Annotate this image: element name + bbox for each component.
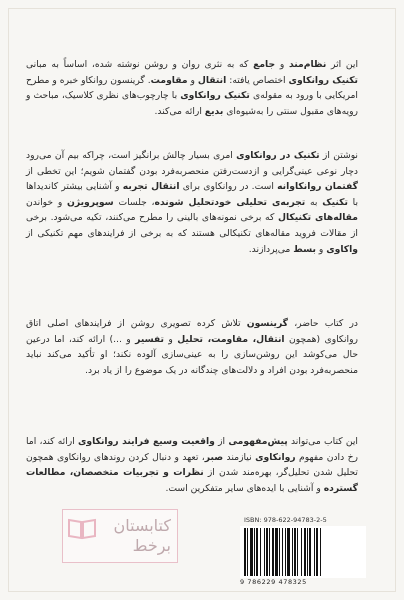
text-run: است. در روانکاوی برای — [179, 181, 278, 193]
text-run: ، جلسات — [113, 196, 155, 208]
text-run: و خواندن — [26, 196, 68, 208]
bold-phrase: انتقال — [197, 74, 227, 86]
text-run: این کتاب می‌تواند — [287, 436, 358, 447]
bold-phrase: بسط — [293, 243, 316, 255]
bold-phrase: واقعیت وسیع فرایند روانکاوی — [78, 436, 215, 447]
bold-phrase: تکنیک — [322, 196, 348, 208]
bold-phrase: انتقال، مقاومت، تحلیل — [177, 333, 285, 345]
text-run: این اثر — [326, 59, 359, 70]
text-run: ارائه می‌کند. — [154, 105, 205, 117]
bold-phrase: گرینسون — [246, 318, 289, 329]
bold-phrase: جامع — [253, 59, 276, 70]
bold-phrase: روانکاوی — [255, 451, 296, 463]
barcode — [240, 526, 366, 578]
bold-phrase: بدیع — [204, 105, 224, 117]
bold-phrase: پیش‌مفهومی — [228, 436, 288, 447]
text-run: با چارچوب‌های نظری کلاسیک، مباحث و رویه‌های مقبول سنتی را به‌شیوه‌ای — [26, 90, 358, 117]
bold-phrase: نظام‌مند — [288, 59, 327, 70]
bold-phrase: مقاومت — [150, 74, 188, 86]
text-run: ارائه کند، اما رخ دادن مفهوم — [26, 436, 358, 463]
text-run: که برخی نمونه‌های بالینی را مطرح می‌کنند، تکیه می‌شود. برخی از مقالات فروید مقاله‌های تکنیکالی هستند که به برخی از فرایندهای مهم تکنیکی از — [26, 212, 358, 239]
paragraph-2 — [26, 148, 358, 257]
text-run: از — [214, 436, 229, 447]
paragraph-3 — [26, 316, 358, 378]
barcode-number: 9 786229 478325 — [240, 578, 307, 586]
text-run: ، تعهد و دنبال کردن روندهای روانکاوی همچون تحلیل شدن تحلیل‌گر، بهره‌مند شدن از — [26, 451, 358, 479]
barcode-graphic — [240, 526, 366, 578]
text-run: و آشنایی بیشتر کاندیداها با — [26, 181, 358, 208]
bold-phrase: تکنیک در روانکاوی — [236, 150, 320, 161]
text-run: به — [305, 196, 323, 208]
bold-phrase: انتقال تجربه — [122, 181, 180, 193]
text-run: و — [315, 243, 327, 255]
bold-phrase: سوپرویژن — [67, 196, 114, 208]
text-run: تلاش کرده تصویری روشن از فرایندهای اصلی اتاق روانکاوی (همچون — [26, 318, 358, 345]
text-run: نیازمند — [223, 451, 256, 463]
bold-phrase: تفسیر — [135, 333, 164, 345]
isbn-label: ISBN: 978-622-94783-2-5 — [244, 516, 327, 524]
text-run: امری بسیار چالش برانگیز است، چراکه بیم آن می‌رود دچار نوعی عینی‌گرایی و ازدست‌رفتن منحصربه‌فرد بودن گفتمان شویم؛ این تخطی از — [26, 150, 358, 177]
paragraph-1 — [26, 57, 358, 119]
text-run: و آشنایی با ایده‌های سایر متفکرین است. — [165, 482, 324, 494]
bold-phrase: گفتمان روانکاوانه — [277, 181, 359, 193]
bold-phrase: نظرات و تجربیات متخصصان، مطالعات گسترده — [26, 467, 358, 494]
bold-phrase: واکاوی — [326, 243, 358, 255]
text-run: می‌پردازند. — [248, 243, 294, 255]
bold-phrase: تجربه‌ی تحلیلی خودتحلیل شونده — [154, 196, 306, 208]
text-run: در کتاب حاضر، — [288, 318, 358, 329]
text-run: و — [275, 59, 289, 70]
text-run: . گرینسون روانکاو خبره و مطرح امریکایی با ورود به مقوله‌ی — [26, 74, 358, 102]
text-run: نوشتن از — [319, 150, 358, 161]
text-run: اختصاص یافته: — [226, 74, 289, 86]
publisher-name-line2: برخط — [132, 536, 171, 555]
publisher-name — [91, 516, 171, 556]
bold-phrase: مقاله‌های تکنیکال — [278, 212, 358, 224]
publisher-name-line1: کتابستان — [113, 516, 171, 535]
bold-phrase: صبر — [204, 451, 224, 463]
text-run: و — [164, 333, 178, 345]
bold-phrase: تکنیک روانکاوی — [180, 90, 250, 102]
text-run: و ...) ارائه کند، اما درعین حال می‌کوشد این روشن‌سازی را به عینی‌سازی آلوده نکند؛ او تأکید می‌کند نباید منحصربه‌فرد بودن افراد و دلالت‌های چندگانه در یک موضوع را از یاد برد. — [26, 333, 358, 376]
text-run: که به نثری روان و روشن نوشته شده، اساساً به مبانی — [26, 59, 254, 70]
text-run: و — [187, 74, 198, 86]
publisher-logo — [62, 509, 178, 563]
bold-phrase: تکنیک روانکاوی — [288, 74, 358, 86]
paragraph-4 — [26, 434, 358, 496]
